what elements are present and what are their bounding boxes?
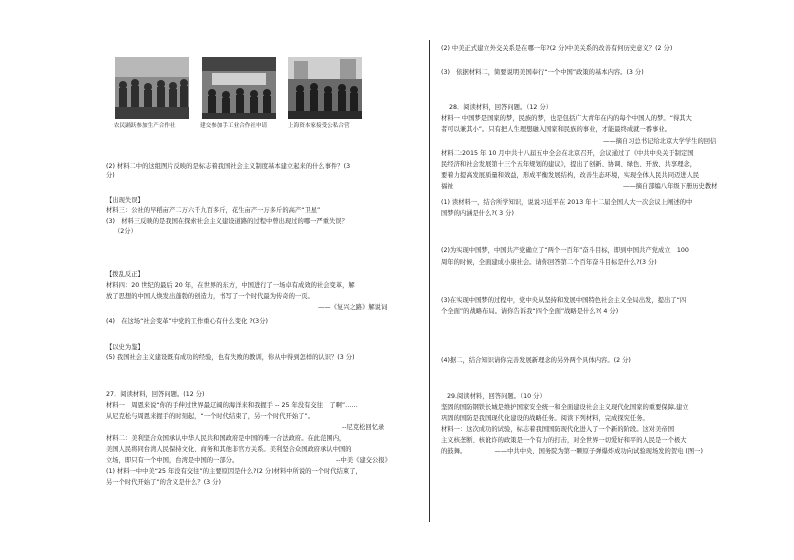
photo-public-private-partnership — [288, 57, 362, 119]
q27-material-1-line: 从尼克松与周恩来握手的时刻起，“一个时代结束了，另一个时代开始了”。 — [106, 413, 315, 420]
q29-text-line: 坚固的国防钢铁长城是维护国家安全统一和全面建设社会主义现代化国家的重要保障,建立 — [441, 404, 689, 411]
q28-material-2-source: ——摘自部编八年级下册历史教材 — [623, 183, 718, 190]
photo-handicraft-cooperative — [202, 57, 276, 119]
question-4: (4) 在这场“社会变革”中党的工作重心有什么变化 ?(3分) — [106, 318, 268, 325]
q27-material-2-line: 美国人民将同台湾人民保持文化、商务和其他非官方关系。美利坚合众国政府承认中国的 — [106, 446, 352, 453]
question-28-title: 28．阅读材料，回答问题。（12 分） — [449, 104, 553, 111]
q28-question-3-line: 个全面”的战略布局。请你告诉我“四个全面”战略是什么?( 4 分) — [441, 308, 619, 315]
question-2-line: (2) 材料二中的这组图片反映的是标志着我国社会主义制度基本建立起来的什么事件？(3 — [106, 163, 351, 170]
q27-material-2-line: 材料二：美利坚合众国承认中华人民共和国政府是中国的唯一合法政府。在此范围内， — [106, 435, 346, 442]
photo-caption: 农民踊跃参加生产合作社 — [114, 123, 176, 129]
question-3-line: （2分） — [114, 228, 137, 235]
q29-text-line: 材料一：这次成功的试验，标志着我国国防现代化进入了一个新的阶段。这对美帝国 — [441, 426, 674, 433]
question-2-line: 分) — [106, 172, 115, 179]
question-29-title: 29.阅读材料，回答问题。（10 分） — [447, 393, 546, 400]
material-4-source: ——《复兴之路》解说词 — [318, 304, 388, 311]
q28-material-2-line: 材料二:2015 年 10 月中共十八届五中全会在北京召开，会议通过了《中共中央关于制定国 — [441, 150, 694, 157]
q27-question-1-line: (1) 材料一中中美“25 年没有交往”的主要原因是什么?(2 分)材料中所说的一个时代结束了， — [106, 468, 362, 475]
section-heading: 【出现失误】 — [106, 197, 144, 204]
q28-material-2-line: 民经济和社会发展第十三个五年规划的建议》，提出了创新、协调、绿色、开放、共享理念， — [441, 161, 697, 168]
photo-caption: 建交参加手工业合作社申请 — [200, 123, 268, 129]
question-27-title: 27．阅读材料，回答问题。(12 分) — [106, 391, 205, 398]
q28-question-2-line: 周年的时候，全面建成小康社会。请你回答第二个百年奋斗目标是什么?(3 分) — [441, 259, 657, 266]
q27-question-1-line: 另一个时代开始了”的含义是什么？(3 分) — [106, 479, 221, 486]
q29-text-line: 主义核垄断、核讹诈的政策是一个有力的打击，对全世界一切爱好和平的人民是一个极大 — [441, 437, 687, 444]
material-3: 材料三：公社的早稻亩产二万六千九百多斤，花生亩产一万多斤的高产“卫星” — [106, 207, 321, 214]
q27-question-2: (2) 中美正式建立外交关系是在哪一年?(2 分)中美关系的改善有何历史意义？(2 分) — [441, 45, 673, 52]
q28-question-1-line: (1) 读材料一，结合所学知识，说说习近平在 2013 年十二届全国人大一次会议上阐述的中 — [441, 199, 693, 206]
q28-material-2-line: 福祉 — [441, 183, 454, 190]
q29-text-line: 的鼓舞。 ——中共中央、国务院为第一颗原子弹爆炸成功向试验现场发的贺电 (图一) — [441, 448, 703, 455]
q28-material-1-source: ——摘自习总书记给北京大学学生的回信 — [603, 138, 717, 145]
column-divider — [429, 40, 430, 522]
question-3-line: (3) 材料三反映的是我国在探索社会主义建设道路的过程中曾出现过的哪一严重失误？ — [106, 218, 348, 225]
q29-text-line: 巩固的国防是我国现代化建设的战略任务。阅读下列材料，完成探究任务。 — [441, 415, 649, 422]
q27-material-2-line: 立场，即只有一个中国，台湾是中国的一部分。 — [106, 457, 239, 464]
q28-question-1-line: 国梦的内涵是什么?( 3 分) — [441, 210, 514, 217]
material-4-line: 材料四：20 世纪的最后 20 年，在世界的东方，中国进行了一场卓有成效的社会变革，解 — [106, 282, 355, 289]
q27-question-3: (3) 依据材料二，简要说明美国奉行“一个中国”政策的基本内容。(3 分) — [441, 69, 644, 76]
q27-material-2-source: --中美《建交公报》 — [336, 457, 391, 464]
q28-question-3-line: (3)在实现中国梦的过程中，党中央从坚持和发展中国特色社会主义全局出发，提出了“四 — [441, 297, 687, 304]
photo-caption: 上海资本家接受公私合营 — [288, 123, 350, 129]
q28-question-4: (4)据二，结合知识请你完善发展新理念的另外两个具体内容。(2 分) — [441, 357, 631, 364]
q28-material-1-line: 者可以兼其小”。只有把人生理想融入国家和民族的事业，才能最终成就一番事业。 — [441, 126, 671, 133]
q28-question-2-line: (2)为实现中国梦，中国共产党确立了“两个一百年”奋斗目标，即到中国共产党成立 100 — [441, 247, 689, 254]
q27-material-1-line: 材料一 周恩来说“你的手伸过世界最辽阔的海洋来和我握手 -- 25 年没有交往 了啊”…… — [106, 402, 358, 409]
section-heading: 【以史为鉴】 — [106, 344, 144, 351]
q27-material-1-source: --尼克松回忆录 — [342, 424, 385, 431]
section-heading: 【拨乱反正】 — [106, 271, 144, 278]
q28-material-2-line: 要着力提高发展质量和效益，形成平衡发展结构，改善生态环境，实现全体人民共同迈进人民 — [441, 172, 700, 179]
photo-farmers-cooperative — [115, 57, 189, 119]
q28-material-1-line: 材料一 中国梦是国家的梦，民族的梦，也是包括广大青年在内的每个中国人的梦。“得其大 — [441, 115, 692, 122]
question-5: (5) 我国社会主义建设既有成功的经验，也有失败的教训，你从中得到怎样的认识？(3 分) — [106, 354, 355, 361]
material-4-line: 放了思想的中国人焕发出蓬勃的创造力，书写了一个时代最为传奇的一页。 — [106, 293, 314, 300]
